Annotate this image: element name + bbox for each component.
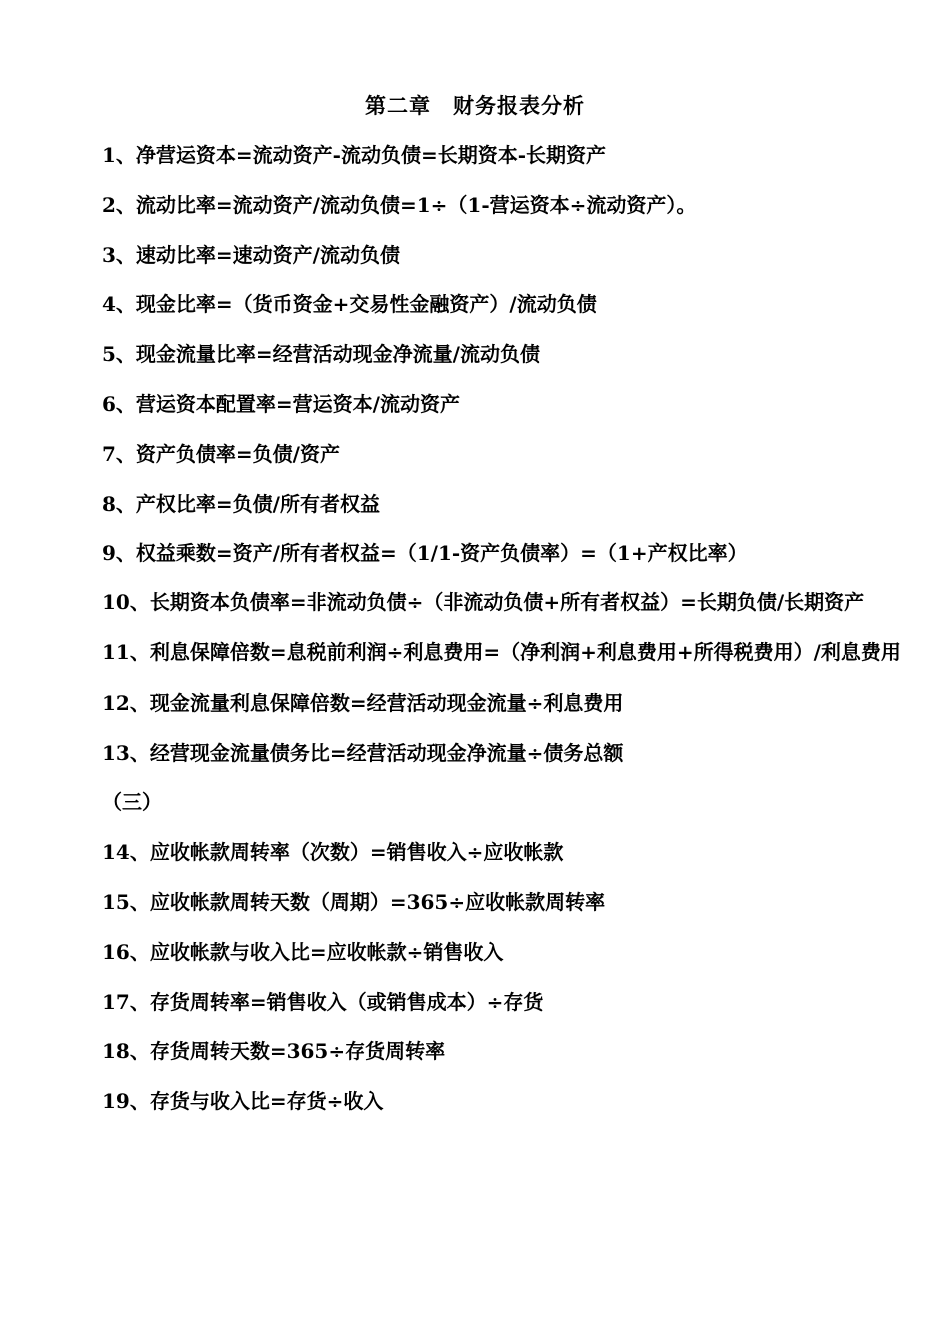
formula-line-9: 9、权益乘数=资产/所有者权益=（1/1-资产负债率）=（1+产权比率）	[102, 541, 748, 566]
formula-line-13: 13、经营现金流量债务比=经营活动现金净流量÷债务总额	[102, 740, 624, 765]
chapter-title: 第二章 财务报表分析	[365, 93, 585, 118]
formula-line-7: 7、资产负债率=负债/资产	[102, 441, 340, 466]
formula-line-4: 4、现金比率=（货币资金+交易性金融资产）/流动负债	[102, 292, 597, 317]
formula-line-15: 15、应收帐款周转天数（周期）=365÷应收帐款周转率	[102, 889, 606, 914]
formula-line-12: 12、现金流量利息保障倍数=经营活动现金流量÷利息费用	[102, 690, 624, 715]
formula-line-14: 14、应收帐款周转率（次数）=销售收入÷应收帐款	[102, 840, 564, 865]
formula-line-16: 16、应收帐款与收入比=应收帐款÷销售收入	[102, 939, 504, 964]
formula-list	[102, 137, 902, 1133]
formula-line-19: 19、存货与收入比=存货÷收入	[102, 1089, 384, 1114]
formula-line-5: 5、现金流量比率=经营活动现金净流量/流动负债	[102, 342, 540, 367]
formula-line-3: 3、速动比率=速动资产/流动负债	[102, 242, 400, 267]
formula-line-2: 2、流动比率=流动资产/流动负债=1÷（1-营运资本÷流动资产）。	[102, 192, 697, 217]
formula-line-10: 10、长期资本负债率=非流动负债÷（非流动负债+所有者权益）=长期负债/长期资产	[102, 590, 865, 615]
formula-line-8: 8、产权比率=负债/所有者权益	[102, 491, 380, 516]
formula-line-18: 18、存货周转天数=365÷存货周转率	[102, 1039, 446, 1064]
section-heading-three: （三）	[102, 790, 162, 815]
formula-line-11: 11、利息保障倍数=息税前利润÷利息费用=（净利润+利息费用+所得税费用）/利息费用	[102, 640, 901, 665]
formula-line-1: 1、净营运资本=流动资产-流动负债=长期资本-长期资产	[102, 143, 607, 167]
formula-line-6: 6、营运资本配置率=营运资本/流动资产	[102, 391, 460, 416]
formula-line-17: 17、存货周转率=销售收入（或销售成本）÷存货	[102, 989, 544, 1014]
